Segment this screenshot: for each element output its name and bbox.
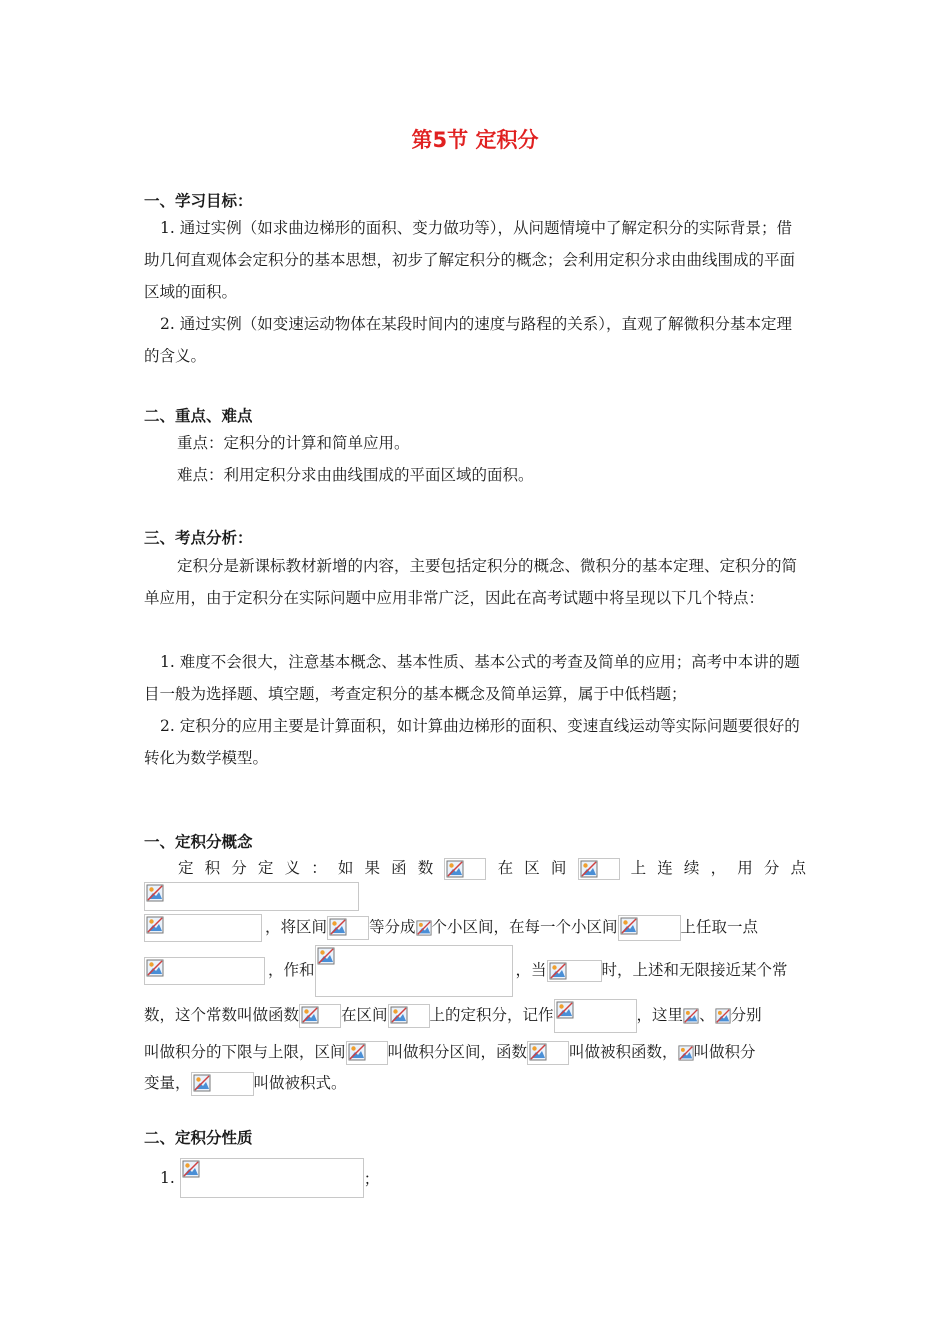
analysis-point-1: 1. 难度不会很大，注意基本概念、基本性质、基本公式的考查及简单的应用；高考中本讲的题目一般为选择题、填空题，考查定积分的基本概念及简单运算，属于中低档题； [144, 653, 800, 703]
formula-image [578, 858, 620, 880]
broken-image-icon [348, 1043, 366, 1061]
broken-image-icon [683, 1008, 699, 1024]
section-heading-analysis: 三、考点分析： [144, 529, 253, 547]
section-heading-objectives: 一、学习目标： [144, 192, 253, 210]
section-heading-keypoints: 二、重点、难点 [144, 407, 253, 425]
formula-image [144, 914, 262, 942]
definition-line-3: ，将区间 等分成 个小区间，在每一个小区间 上任取一点 [144, 914, 806, 942]
broken-image-icon [715, 1008, 731, 1024]
definition-line-5: 数，这个常数叫做函数 在区间 上的定积分，记作 ，这里 、 分别 [144, 999, 806, 1033]
broken-image-icon [301, 1006, 319, 1024]
formula-image [527, 1041, 569, 1065]
definition-line-6: 叫做积分的下限与上限，区间 叫做积分区间，函数 叫做被积函数， 叫做积分 [144, 1040, 806, 1065]
broken-image-icon [193, 1074, 211, 1092]
formula-image [144, 957, 265, 985]
broken-image-icon [329, 918, 347, 936]
definition-line-2 [144, 882, 359, 911]
broken-image-icon [146, 916, 164, 934]
objective-paragraph-2: 2. 通过实例（如变速运动物体在某段时间内的速度与路程的关系），直观了解微积分基本定理的含义。 [144, 315, 792, 365]
formula-image [618, 915, 681, 941]
definition-line-1: 定积分定义：如果函数 在区间 上连续，用分点 [178, 856, 806, 880]
broken-image-icon [580, 860, 598, 878]
broken-image-icon [678, 1045, 694, 1061]
broken-image-icon [556, 1001, 574, 1019]
broken-image-icon [529, 1043, 547, 1061]
broken-image-icon [390, 1006, 408, 1024]
formula-image [554, 999, 637, 1033]
page-title: 第5节 定积分 [411, 128, 539, 152]
formula-image [191, 1072, 254, 1096]
formula-image [299, 1004, 341, 1028]
objective-paragraph-1: 1. 通过实例（如求曲边梯形的面积、变力做功等），从问题情境中了解定积分的实际背景；借助几何直观体会定积分的基本思想，初步了解定积分的概念；会利用定积分求由曲线围成的平面区域的面积。 [144, 219, 796, 301]
broken-image-icon [317, 947, 335, 965]
difficulty-paragraph: 难点：利用定积分求由曲线围成的平面区域的面积。 [177, 466, 534, 484]
formula-image [346, 1041, 388, 1065]
formula-image [315, 945, 513, 997]
formula-image [327, 916, 369, 940]
analysis-paragraph: 定积分是新课标教材新增的内容，主要包括定积分的概念、微积分的基本定理、定积分的简单应用，由于定积分在实际问题中应用非常广泛，因此在高考试题中将呈现以下几个特点： [144, 557, 798, 607]
property-item-1: 1. ； [160, 1158, 822, 1198]
keypoint-paragraph: 重点：定积分的计算和简单应用。 [177, 434, 410, 452]
section-heading-concept: 一、定积分概念 [144, 833, 253, 851]
broken-image-icon [146, 884, 164, 902]
formula-image [547, 960, 602, 982]
broken-image-icon [416, 920, 432, 936]
broken-image-icon [146, 959, 164, 977]
section-heading-properties: 二、定积分性质 [144, 1129, 253, 1147]
formula-image [144, 882, 359, 911]
definition-line-7: 变量， 叫做被积式。 [144, 1071, 806, 1096]
broken-image-icon [446, 860, 464, 878]
analysis-point-2: 2. 定积分的应用主要是计算面积，如计算曲边梯形的面积、变速直线运动等实际问题要很好的转化为数学模型。 [144, 717, 800, 767]
formula-image [444, 858, 486, 880]
broken-image-icon [620, 917, 638, 935]
formula-image [388, 1004, 430, 1028]
formula-image [180, 1158, 364, 1198]
definition-line-4: ，作和 ，当 时，上述和无限接近某个常 [144, 945, 806, 997]
broken-image-icon [182, 1160, 200, 1178]
broken-image-icon [549, 962, 567, 980]
